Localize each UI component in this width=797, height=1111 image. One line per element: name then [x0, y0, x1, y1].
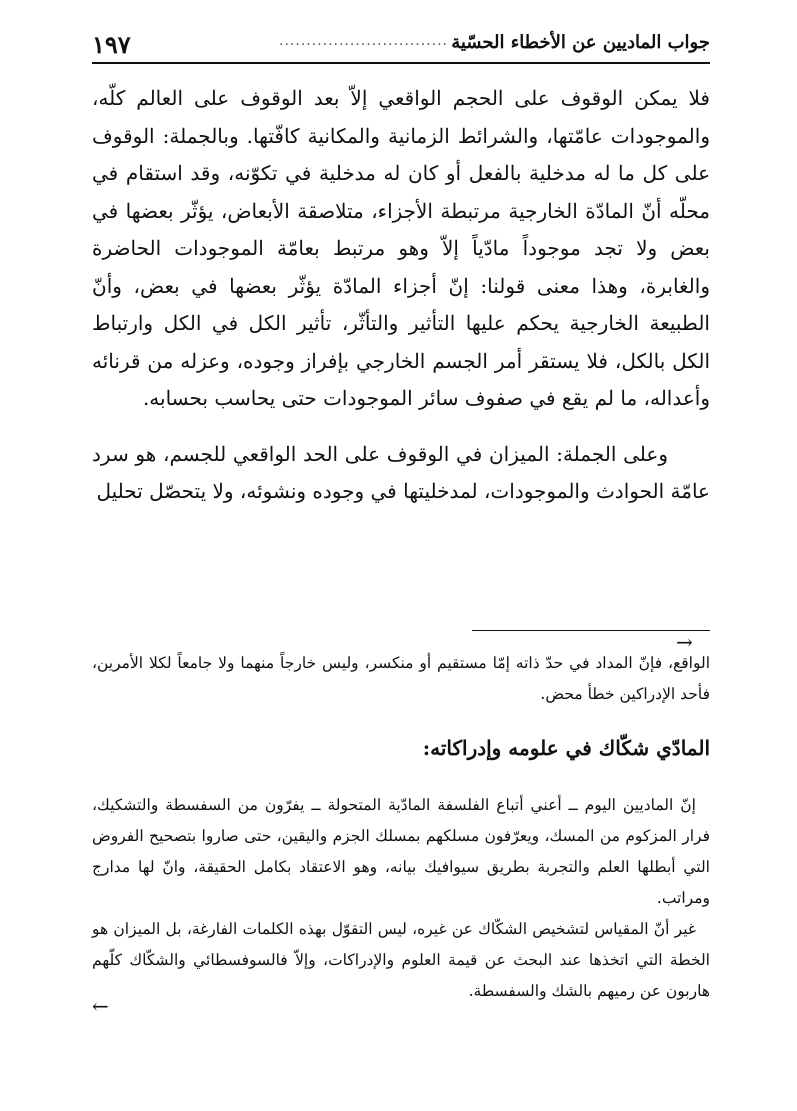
footnote-separator — [472, 630, 710, 631]
header-rule — [92, 62, 710, 64]
footnote — [92, 648, 710, 710]
header-leader-dots: ............................... — [279, 33, 448, 49]
continuation-arrow-out-icon: ← — [92, 994, 109, 1018]
section-paragraph-1: إنّ الماديين اليوم ــ أعني أتباع الفلسفة المادّية المتحولة ــ يفرّون من السفسطة والتشكيك، فرار المزكوم من المسك، ويعرّفون مسلكهم بمسلك الجزم واليقين، حتى صاروا بتصحيح الفروض التي أبطلها العلم والتجربة بطريق سيوافيك بيانه، وهو الاعتقاد بكامل الحقيقة، وانّ لها مدارج ومراتب. — [92, 796, 710, 907]
main-paragraph-2: وعلى الجملة: الميزان في الوقوف على الحد الواقعي للجسم، هو سرد عامّة الحوادث والموجودات، لمدخليتها في وجوده ونشوئه، ولا يتحصّل تحليل — [92, 441, 710, 503]
main-paragraph-1: فلا يمكن الوقوف على الحجم الواقعي إلاّ بعد الوقوف على العالم كلّه، والموجودات عامّتها، والشرائط الزمانية والمكانية كافّتها. وبالجملة: الوقوف على كل ما له مدخلية بالفعل أو كان له مدخلية في تكوّنه، وقد استقام في محلّه أنّ المادّة الخارجية مرتبطة الأجزاء، متلاصقة الأبعاض، يؤثّر بعضها في بعض ولا تجد موجوداً مادّياً إلاّ وهو مرتبط بعامّة الموجودات الحاضرة والغابرة، وهذا معنى قولنا: إنّ أجزاء المادّة يؤثّر بعضها في بعض، وأنّ الطبيعة الخارجية يحكم عليها التأثير والتأثّر، تأثير الكل في الكل وارتباط الكل بالكل، فلا يستقر أمر الجسم الخارجي بإفراز وجوده، وعزله من قرنائه وأعداله، ما لم يقع في صفوف سائر الموجودات حتى يحاسب بحسابه. — [92, 86, 711, 410]
header-title: جواب الماديين عن الأخطاء الحسّية — [451, 32, 710, 53]
section-heading: المادّي شكّاك في علومه وإدراكاته: — [422, 736, 710, 760]
section-paragraph-2: غير أنّ المقياس لتشخيص الشكّاك عن غيره، ليس التقوّل بهذه الكلمات الفارغة، بل الميزان هو الخطة التي اتخذها عند البحث عن قيمة العلوم والإدراكات، وإلاّ فالسوفسطائي والشكّاك كلّهم هاربون عن رميهم بالشك والسفسطة. — [92, 920, 710, 1000]
running-header — [92, 30, 710, 66]
footnote-text: الواقع، فإنّ المداد في حدّ ذاته إمّا مستقيم أو منكسر، وليس خارجاً منهما ولا جامعاً لكلا الأمرين، فأحد الإدراكين خطأ محض. — [92, 654, 710, 703]
section-body — [92, 790, 710, 1007]
continuation-arrow-in-icon: → — [676, 630, 693, 654]
main-body — [92, 80, 710, 511]
page-number: ١٩٧ — [92, 30, 131, 59]
